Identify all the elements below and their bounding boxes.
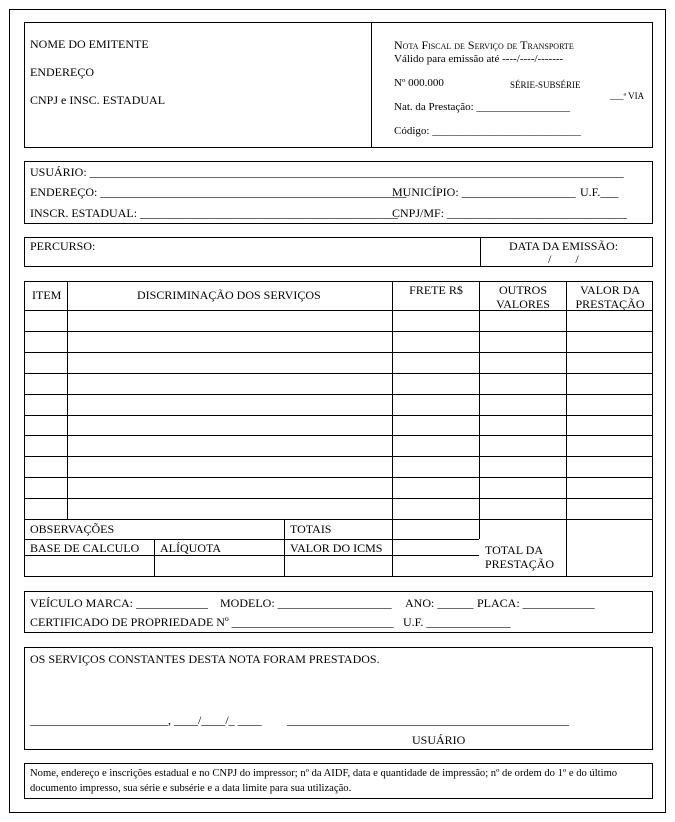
veiculo-uf: U.F. ______________	[403, 615, 511, 629]
codigo: Código: ___________________________	[394, 125, 581, 137]
emitente-cnpj: CNPJ e INSC. ESTADUAL	[30, 93, 166, 107]
table-row-line	[24, 310, 653, 311]
valor-icms-label: VALOR DO ICMS	[290, 541, 383, 555]
local-data-line: _______________________, ____/____/_ ____	[30, 713, 262, 727]
nat-prestacao: Nat. da Prestação: _________________	[394, 101, 570, 113]
veiculo-ano: ANO: ______	[405, 596, 474, 610]
table-row-line	[24, 352, 653, 353]
totais-divider	[284, 519, 285, 577]
percurso-label: PERCURSO:	[30, 239, 96, 253]
table-row-line	[24, 477, 653, 478]
total-prestacao-label: TOTAL DA PRESTAÇÃO	[485, 543, 555, 571]
usuario-cnpj: CNPJ/MF: ______________________________	[392, 206, 628, 220]
veiculo-modelo: MODELO: ___________________	[220, 596, 392, 610]
nota-numero: Nº 000.000	[394, 77, 444, 89]
emitente-endereco: ENDEREÇO	[30, 65, 94, 79]
table-row-line	[24, 519, 653, 520]
table-row-line	[24, 394, 653, 395]
declaracao-text: OS SERVIÇOS CONSTANTES DESTA NOTA FORAM PRESTADOS.	[30, 652, 380, 666]
base-calculo-label: BASE DE CALCULO	[30, 541, 140, 555]
totais-label: TOTAIS	[290, 522, 332, 536]
table-row-line	[24, 435, 653, 436]
veiculo-placa: PLACA: ____________	[477, 596, 595, 610]
base-top-line	[24, 539, 479, 540]
usuario-field: USUÁRIO: _________________________________________________________________________________________	[30, 165, 624, 179]
usuario-endereco: ENDEREÇO: ___________________________________________________	[30, 185, 407, 199]
col-frete-divider	[479, 281, 480, 539]
nota-serie: SÉRIE-SUBSÉRIE	[510, 80, 581, 90]
table-row-line	[24, 373, 653, 374]
observacoes-label: OBSERVAÇÕES	[30, 522, 115, 536]
icms-value-line	[24, 555, 479, 556]
col-valor-header: VALOR DA PRESTAÇÃO	[575, 283, 645, 311]
assinatura-usuario: USUÁRIO	[412, 733, 466, 747]
nota-validade: Válido para emissão até ----/----/-------	[394, 53, 564, 65]
table-row-line	[24, 331, 653, 332]
col-disc-header: DISCRIMINAÇÃO DOS SERVIÇOS	[137, 288, 321, 302]
nota-via: ___ª VIA	[610, 91, 645, 101]
servicos-table	[24, 281, 653, 577]
col-disc-divider	[392, 281, 393, 577]
usuario-uf: U.F.___	[580, 185, 619, 199]
col-outros-header: OUTROS VALORES	[496, 283, 550, 311]
aliquota-divider	[154, 539, 155, 577]
usuario-inscr: INSCR. ESTADUAL: ___________________________________________	[30, 206, 399, 220]
data-emissao-value: / /	[548, 252, 579, 266]
table-row-line	[24, 456, 653, 457]
usuario-municipio: MUNICÍPIO: ___________________	[392, 185, 576, 199]
impressor-text: Nome, endereço e inscrições estadual e no CNPJ do impressor; nº da AIDF, data e quantidade de impressão; nº de ordem do 1º e do último documento impresso, sua série e subsérie e a data limite para sua utilização.	[30, 768, 618, 794]
data-emissao-label: DATA DA EMISSÃO:	[509, 239, 619, 253]
col-frete-header: FRETE R$	[409, 283, 463, 297]
aliquota-label: ALÍQUOTA	[160, 541, 222, 555]
table-row-line	[24, 415, 653, 416]
col-outros-divider	[566, 281, 567, 577]
nome-emitente: NOME DO EMITENTE	[30, 37, 149, 51]
col-item-divider	[67, 281, 68, 519]
nota-title: Nota Fiscal de Serviço de Transporte	[394, 38, 574, 52]
percurso-divider	[480, 237, 481, 267]
veiculo-certificado: CERTIFICADO DE PROPRIEDADE Nº ___________________________	[30, 615, 394, 629]
table-row-line	[24, 498, 653, 499]
col-item-header: ITEM	[32, 288, 62, 302]
assinatura-line: _______________________________________________	[287, 713, 569, 727]
veiculo-marca: VEÍCULO MARCA: ____________	[30, 596, 209, 610]
